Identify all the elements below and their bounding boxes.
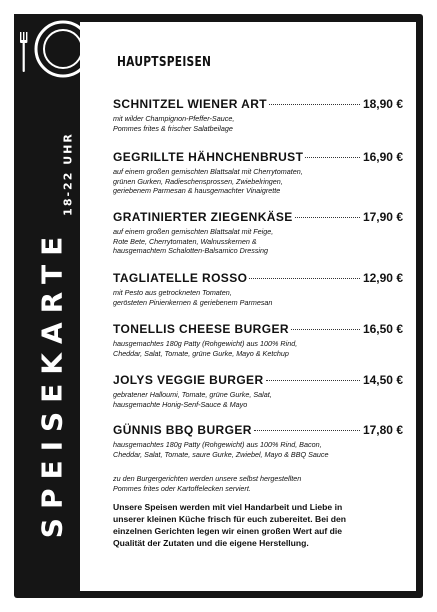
dotted-leader [269,104,360,105]
dish-description-line: geriebenem Parmesan & hausgemachter Vinaigrette [113,186,281,196]
dish-description [113,390,403,409]
dish-description-line: gerösteten Pinienkernen & geriebenem Parmesan [113,297,273,307]
dish-price: 14,50 € [362,373,403,387]
closing-line: unserer kleinen Küche frisch für euch zubereitet. Bei den [113,514,347,524]
dotted-leader [249,278,360,279]
dish-name: GRATINIERTER ZIEGENKÄSE [113,210,293,224]
dish-name: JOLYS VEGGIE BURGER [113,373,264,387]
dotted-leader [291,329,360,330]
dish-description-line: hausgemachtes 180g Patty (Rohgewicht) aus 100% Rind, [113,339,298,348]
dish-price: 16,90 € [362,150,403,164]
dish-item [113,210,403,256]
dish-item [113,373,403,409]
dish-description [113,227,403,256]
closing-statement [113,501,405,549]
dish-description [113,167,403,196]
dish-description-line: mit Pesto aus getrockneten Tomaten, [113,288,232,297]
closing-line: Qualität der Zutaten und die eigene Herstellung. [113,538,309,548]
dish-name: GÜNNIS BBQ BURGER [113,423,252,437]
dotted-leader [266,380,360,381]
dish-item [113,271,403,307]
dish-description-line: hausgemachtes 180g Patty (Rohgewicht) aus 100% Rind, Bacon, [113,440,322,449]
dish-description-line: Pommes frites & frischer Salatbeilage [113,123,233,133]
dish-description-line: hausgemachte Honig-Senf-Sauce & Mayo [113,399,248,409]
dish-description-line: auf einem großen gemischten Blattsalat mit Cherrytomaten, [113,167,303,176]
dish-item [113,150,403,196]
dish-name: TAGLIATELLE ROSSO [113,271,248,285]
dish-name: GEGRILLTE HÄHNCHENBRUST [113,150,304,164]
dish-description-line: gebratener Halloumi, Tomate, grüne Gurke, Salat, [113,390,272,399]
menu-title: SPEISEKARTE [35,227,69,539]
closing-line: einzelnen Gerichten legen wir einen großen Wert auf die [113,526,343,536]
dish-description-line: auf einem großen gemischten Blattsalat mit Feige, [113,227,274,236]
dish-description [113,114,403,133]
opening-hours: 18-22 UHR [61,132,75,216]
footnote-line: zu den Burgergerichten werden unsere selbst hergestellten [113,474,302,483]
dish-price: 16,50 € [362,322,403,336]
dish-price: 12,90 € [362,271,403,285]
dish-description [113,339,403,358]
section-title: HAUPTSPEISEN [117,55,212,70]
burger-footnote [113,474,403,493]
dish-item [113,423,403,459]
dotted-leader [305,157,360,158]
footnote-line: Pommes frites oder Kartoffelecken serviert. [113,483,251,493]
dish-description-line: Rote Bete, Cherrytomaten, Walnusskernen & [113,236,257,246]
dish-item [113,322,403,358]
dish-description [113,288,403,307]
dish-price: 17,80 € [362,423,403,437]
closing-line: Unsere Speisen werden mit viel Handarbeit und Liebe in [113,502,343,512]
dish-item [113,97,403,133]
dish-price: 18,90 € [362,97,403,111]
dish-name: SCHNITZEL WIENER ART [113,97,267,111]
dish-description-line: Cheddar, Salat, Tomate, grüne Gurke, Mayo & Ketchup [113,348,289,358]
dish-description [113,440,403,459]
dish-description-line: hausgemachtem Schalotten-Balsamico Dressing [113,246,269,256]
dish-description-line: Cheddar, Salat, Tomate, saure Gurke, Zwiebel, Mayo & BBQ Sauce [113,449,329,459]
dotted-leader [295,217,360,218]
dish-name: TONELLIS CHEESE BURGER [113,322,289,336]
dish-description-line: grünen Gurken, Radieschensprossen, Zwiebelringen, [113,176,283,186]
dotted-leader [254,430,360,431]
dish-price: 17,90 € [362,210,403,224]
dish-description-line: mit wilder Champignon-Pfeffer-Sauce, [113,114,235,123]
